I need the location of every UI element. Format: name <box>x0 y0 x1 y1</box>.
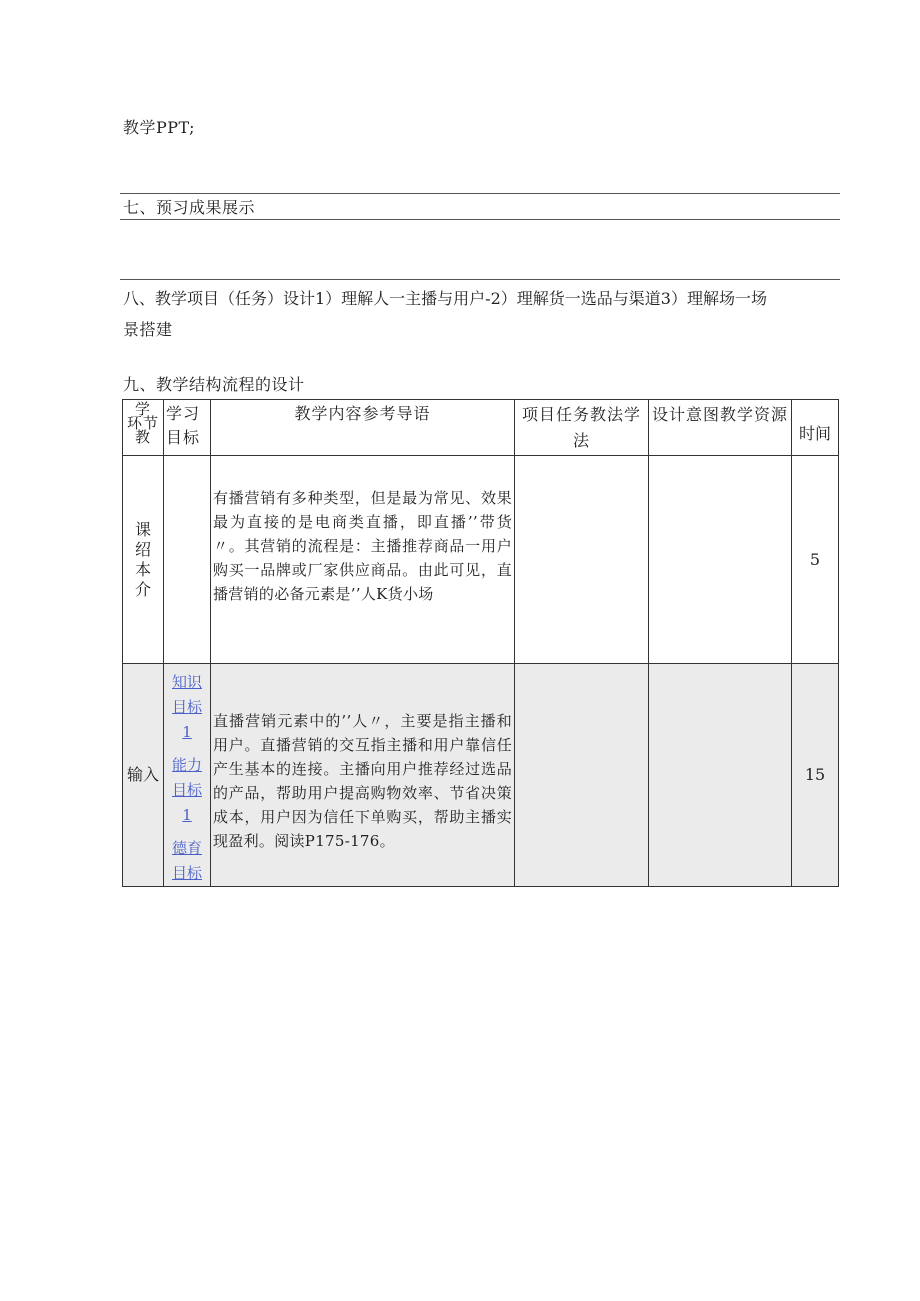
section-9-title: 九、教学结构流程的设计 <box>123 375 305 394</box>
goal-link-ability[interactable]: 能力目标1 <box>171 756 202 824</box>
row-time: 5 <box>792 456 839 664</box>
header-time: 时间 <box>792 400 839 456</box>
goal-link-knowledge[interactable]: 知识目标1 <box>171 673 202 741</box>
section-8-line-1: 八、教学项目（任务）设计1）理解人一主播与用户-2）理解货一选品与渠道3）理解场一场 <box>123 289 767 308</box>
ppt-line: 教学PPT; <box>123 118 196 137</box>
header-intent: 设计意图教学资源 <box>649 400 792 456</box>
header-stage-c: 教 <box>134 428 151 446</box>
row-goals <box>164 456 211 664</box>
header-stage <box>123 400 164 456</box>
table-row <box>123 664 839 887</box>
header-stage-a: 学 <box>134 400 151 418</box>
row-stage <box>123 456 164 664</box>
goal-link-moral[interactable]: 德育目标 <box>171 839 202 882</box>
row-stage: 输入 <box>123 664 164 887</box>
row-content: 有播营销有多种类型，但是最为常见、效果最为直接的是电商类直播，即直播’’带货〃。其营销的流程是：主播推荐商品一用户购买一品牌或厂家供应商品。由此可见，直播营销的必备元素是’’人K货小场 <box>211 456 515 664</box>
section-7-title: 七、预习成果展示 <box>123 198 256 217</box>
section-8-line-2: 景搭建 <box>123 320 173 339</box>
divider <box>120 219 840 220</box>
row-method <box>515 456 649 664</box>
table-header-row <box>123 400 839 456</box>
teaching-structure-table <box>122 399 839 887</box>
row-content: 直播营销元素中的’’人〃，主要是指主播和用户。直播营销的交互指主播和用户靠信任产生基本的连接。主播向用户推荐经过选品的产品，帮助用户提高购物效率、节省决策成本，用户因为信任下单购买，帮助主播实现盈利。阅读P175-176。 <box>211 664 515 887</box>
header-content: 教学内容参考导语 <box>211 400 515 456</box>
table-row <box>123 456 839 664</box>
row-intent <box>649 456 792 664</box>
row-method <box>515 664 649 887</box>
row-goals <box>164 664 211 887</box>
row-stage-label: 课绍本介 <box>134 519 151 599</box>
divider <box>120 279 840 280</box>
header-goals: 学习目标 <box>164 400 211 456</box>
header-stage-b: 环节 <box>126 414 159 432</box>
row-time: 15 <box>792 664 839 887</box>
row-intent <box>649 664 792 887</box>
header-method: 项目任务教法学法 <box>515 400 649 456</box>
